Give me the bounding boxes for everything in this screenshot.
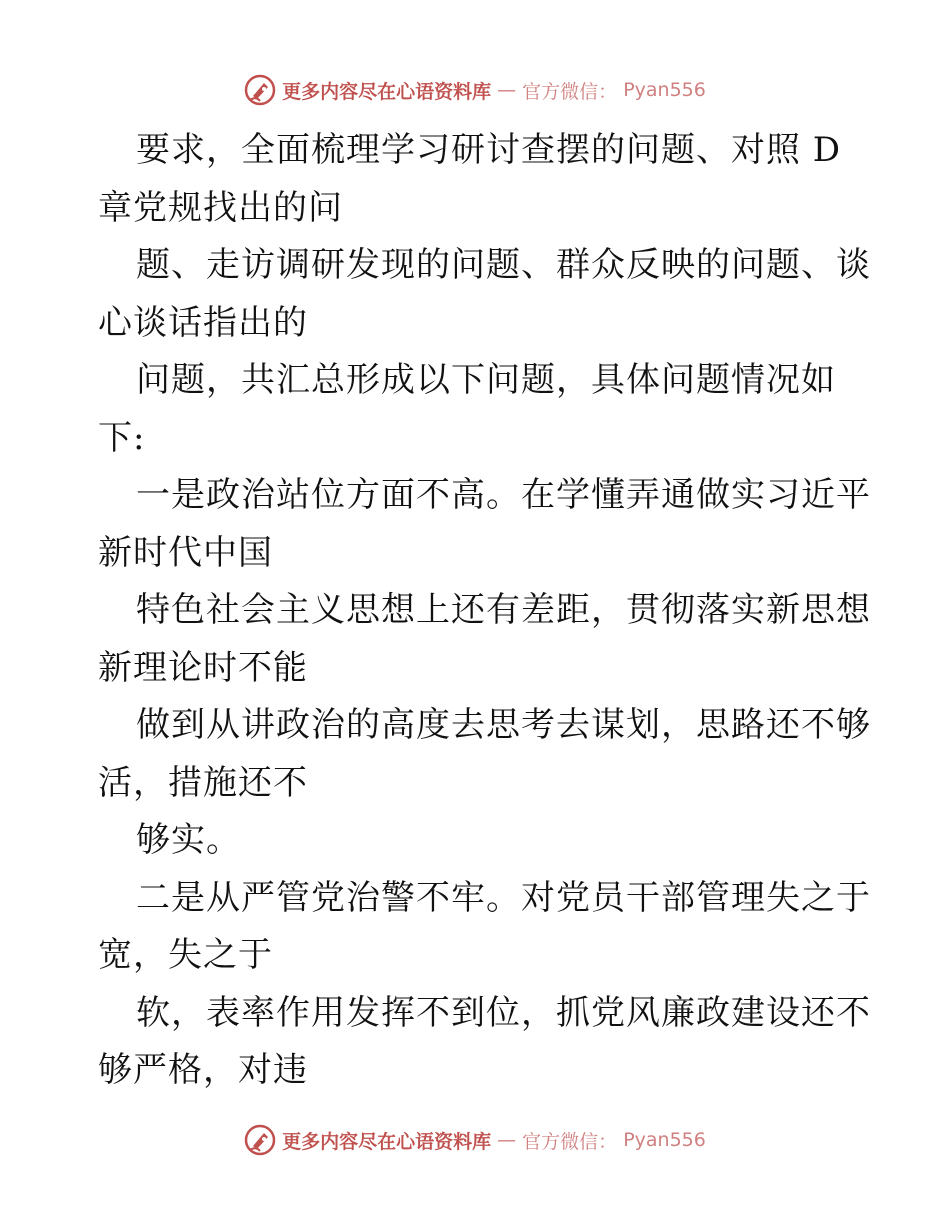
body-line: 特色社会主义思想上还有差距，贯彻落实新思想 (136, 590, 871, 630)
pen-nib-seal-icon (244, 1124, 276, 1156)
body-line: 二是从严管党治警不牢。对党员干部管理失之于 (136, 877, 871, 918)
body-line: 问题，共汇总形成以下问题，具体问题情况如 (136, 360, 836, 400)
body-line: 宽，失之于 (98, 935, 273, 975)
body-line: 做到从讲政治的高度去思考去谋划，思路还不够 (136, 705, 871, 745)
watermark-official-label: 官方微信： (522, 1130, 618, 1153)
body-line: 新理论时不能 (98, 647, 308, 688)
body-line: 下: (98, 417, 146, 458)
watermark-wechat-id: Pyan556 (623, 1129, 706, 1151)
watermark-separator: — (497, 1129, 517, 1151)
watermark-separator: — (497, 79, 517, 101)
body-line: 章党规找出的问 (98, 187, 343, 228)
watermark-official-label: 官方微信： (522, 80, 618, 103)
watermark-brand: 更多内容尽在心语资料库 (282, 80, 492, 103)
watermark-wechat-id: Pyan556 (623, 79, 706, 101)
body-line: 够实。 (136, 820, 241, 860)
body-line: 够严格，对违 (98, 1050, 308, 1090)
document-body (98, 122, 871, 1100)
footer-watermark (0, 1120, 950, 1160)
body-line: 软，表率作用发挥不到位，抓党风廉政建设还不 (136, 992, 871, 1033)
header-watermark (0, 70, 950, 110)
body-line: 新时代中国 (98, 532, 273, 573)
body-line: 心谈话指出的 (98, 302, 308, 343)
body-line: 要求，全面梳理学习研讨查摆的问题、对照 D (136, 130, 842, 170)
watermark-brand: 更多内容尽在心语资料库 (282, 1130, 492, 1153)
body-line: 一是政治站位方面不高。在学懂弄通做实习近平 (136, 475, 871, 515)
body-line: 题、走访调研发现的问题、群众反映的问题、谈 (136, 245, 871, 285)
pen-nib-seal-icon (244, 74, 276, 106)
body-line: 活，措施还不 (98, 762, 308, 803)
